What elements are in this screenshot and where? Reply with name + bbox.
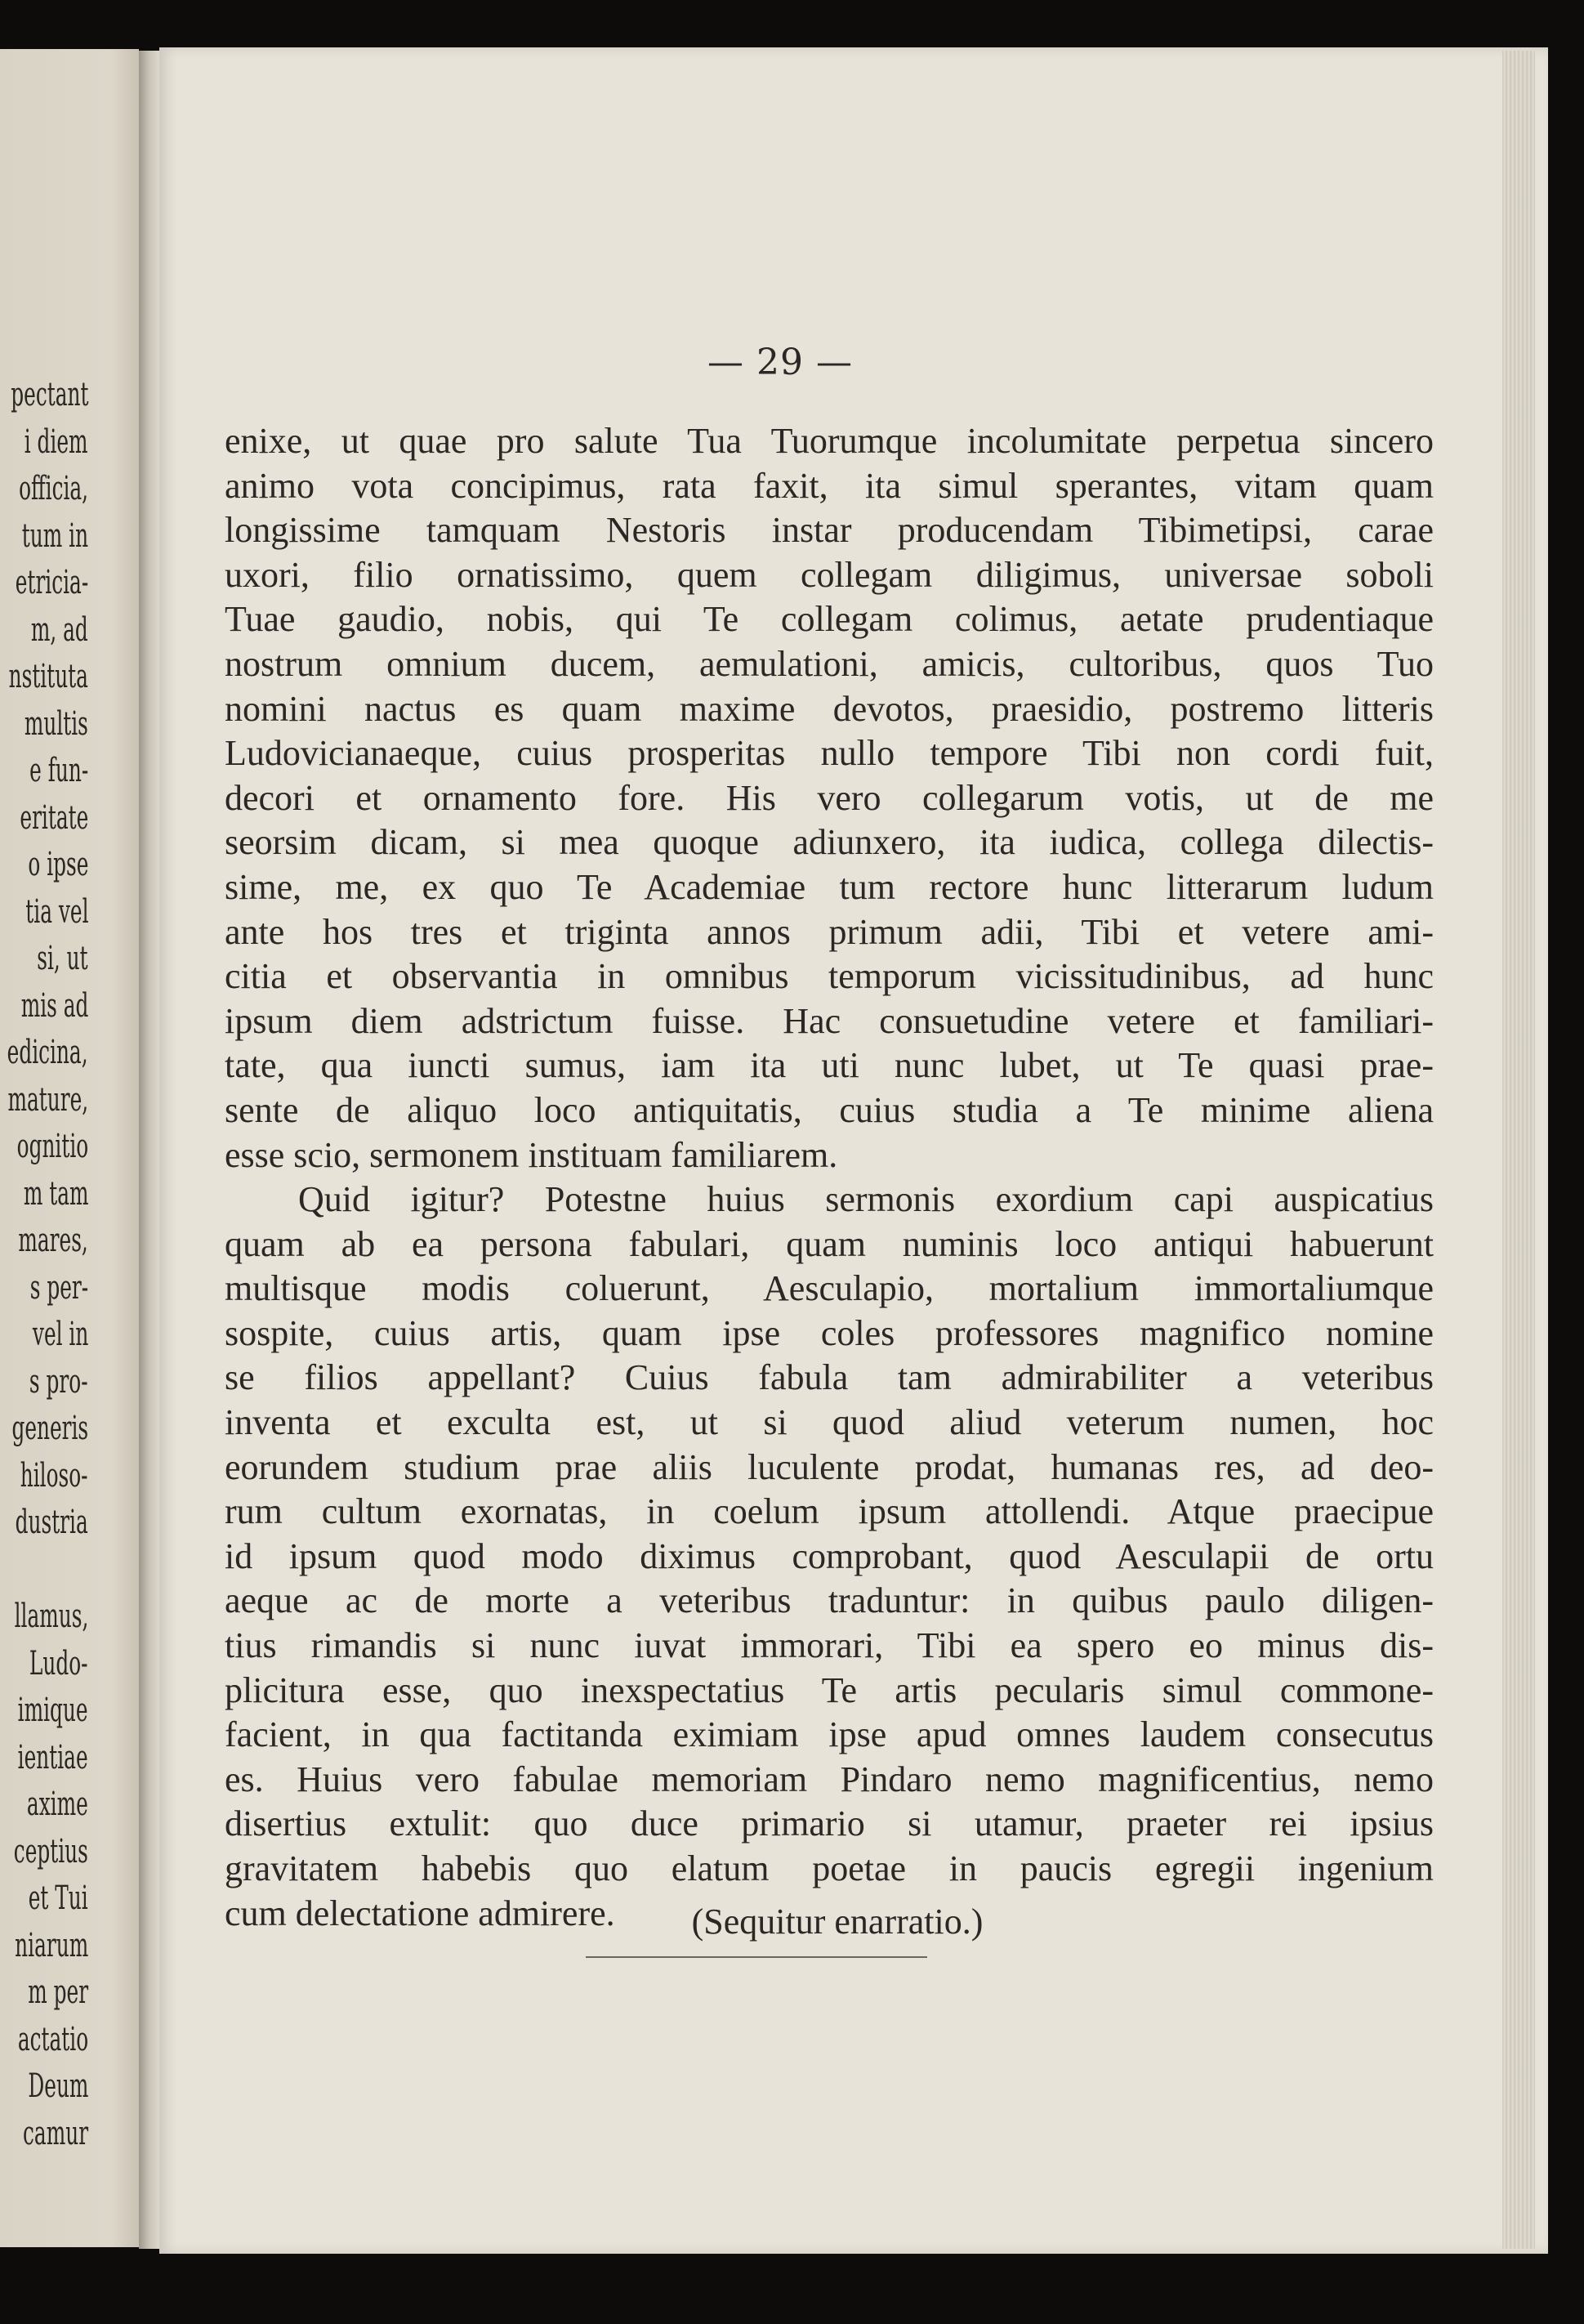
facing-page-line: mature,: [7, 1080, 88, 1119]
text-line: es. Huius vero fabulae memoriam Pindaro nemo magnificentius, nemo: [225, 1759, 1434, 1799]
text-line: Quid igitur? Potestne huius sermonis exordium capi auspicatius: [298, 1179, 1434, 1220]
text-line: quam ab ea persona fabulari, quam numinis loco antiqui habuerunt: [225, 1223, 1434, 1264]
facing-page-line: m per: [28, 1973, 88, 2011]
text-line: animo vota concipimus, rata faxit, ita simul sperantes, vitam quam: [225, 465, 1434, 506]
text-line: aeque ac de morte a veteribus traduntur: in quibus paulo diligen-: [225, 1580, 1434, 1621]
facing-page-line: edicina,: [7, 1034, 88, 1071]
text-line: decori et ornamento fore. His vero collegarum votis, ut de me: [225, 777, 1434, 818]
facing-page-line: etricia-: [15, 564, 88, 601]
text-line: tate, qua iuncti sumus, iam ita uti nunc lubet, ut Te quasi prae-: [225, 1045, 1434, 1086]
text-line: rum cultum exornatas, in coelum ipsum attollendi. Atque praecipue: [225, 1491, 1434, 1532]
facing-page-line: pectant: [10, 376, 88, 413]
facing-page-line: Deum: [27, 2067, 88, 2105]
facing-page-line: hiloso-: [20, 1456, 88, 1495]
facing-page-line: s pro-: [29, 1362, 88, 1401]
text-line: tius rimandis si nunc iuvat immorari, Tibi ea spero eo minus dis-: [225, 1625, 1434, 1666]
text-line: inventa et exculta est, ut si quod aliud veterum numen, hoc: [225, 1402, 1434, 1443]
facing-page-line: s per-: [29, 1268, 88, 1307]
text-line: sente de aliquo loco antiquitatis, cuius studia a Te minime aliena: [225, 1089, 1434, 1130]
text-line: uxori, filio ornatissimo, quem collegam diligimus, universae soboli: [225, 554, 1434, 595]
facing-page-edge: [0, 49, 139, 2247]
text-line: se filios appellant? Cuius fabula tam admirabiliter a veteribus: [225, 1357, 1434, 1398]
text-line: plicitura esse, quo inexspectatius Te artis pecularis simul commone-: [225, 1669, 1434, 1710]
text-line: gravitatem habebis quo elatum poetae in paucis egregii ingenium: [225, 1848, 1434, 1888]
facing-page-line: llamus,: [14, 1598, 88, 1635]
facing-page-line: et Tui: [29, 1879, 88, 1917]
facing-page-line: m, ad: [31, 610, 88, 649]
text-line: multisque modis coluerunt, Aesculapio, mortalium immortaliumque: [225, 1268, 1434, 1309]
text-line: sime, me, ex quo Te Academiae tum rectore hunc litterarum ludum: [225, 866, 1434, 907]
facing-page-line: dustria: [15, 1504, 88, 1541]
facing-page-line: generis: [11, 1410, 88, 1447]
facing-page-line: actatio: [17, 2020, 88, 2058]
closing-rule: [586, 1956, 927, 1958]
facing-page-line: e fun-: [29, 752, 88, 789]
facing-page-line: i diem: [25, 422, 88, 461]
page-number: — 29 —: [707, 342, 853, 383]
facing-page-line: m tam: [23, 1174, 88, 1213]
text-line: nomini nactus es quam maxime devotos, praesidio, postremo litteris: [225, 688, 1434, 729]
text-line: ante hos tres et triginta annos primum adii, Tibi et vetere ami-: [225, 911, 1434, 952]
page: [159, 47, 1548, 2254]
facing-page-line: ognitio: [16, 1128, 88, 1165]
text-line: cum delectatione admirere.: [225, 1893, 615, 1933]
facing-page-line: ientiae: [18, 1738, 88, 1777]
facing-page-line: mis ad: [20, 986, 88, 1025]
facing-page-line: Ludo-: [29, 1644, 88, 1683]
facing-page-line: camur: [22, 2114, 88, 2152]
facing-page-line: tum in: [21, 516, 88, 555]
text-line: Tuae gaudio, nobis, qui Te collegam colimus, aetate prudentiaque: [225, 599, 1434, 640]
facing-page-line: axime: [27, 1785, 88, 1823]
facing-page-line: tia vel: [25, 892, 88, 931]
facing-page-line: ceptius: [13, 1832, 88, 1870]
text-line: enixe, ut quae pro salute Tua Tuorumque incolumitate perpetua sincero: [225, 421, 1434, 461]
facing-page-line: niarum: [14, 1926, 88, 1964]
facing-page-line: vel in: [32, 1316, 88, 1353]
facing-page-line: mares,: [18, 1222, 88, 1259]
text-line: eorundem studium prae aliis luculente prodat, humanas res, ad deo-: [225, 1446, 1434, 1487]
facing-page-line: o ipse: [27, 846, 88, 883]
facing-page-line: eritate: [20, 798, 88, 837]
text-line: ipsum diem adstrictum fuisse. Hac consuetudine vetere et familiari-: [225, 1000, 1434, 1041]
text-line: sospite, cuius artis, quam ipse coles professores magnifico nomine: [225, 1312, 1434, 1353]
text-line: Ludovicianaeque, cuius prosperitas nullo tempore Tibi non cordi fuit,: [225, 733, 1434, 774]
facing-page-line: officia,: [19, 470, 88, 507]
text-line: citia et observantia in omnibus temporum vicissitudinibus, ad hunc: [225, 956, 1434, 997]
text-line: longissime tamquam Nestoris instar producendam Tibimetipsi, carae: [225, 510, 1434, 551]
text-line: disertius extulit: quo duce primario si utamur, praeter rei ipsius: [225, 1803, 1434, 1844]
text-line: esse scio, sermonem instituam familiarem.: [225, 1134, 838, 1175]
facing-page-line: nstituta: [8, 658, 88, 695]
text-line: nostrum omnium ducem, aemulationi, amicis, cultoribus, quos Tuo: [225, 643, 1434, 684]
text-line: id ipsum quod modo diximus comprobant, quod Aesculapii de ortu: [225, 1535, 1434, 1576]
continuation-note: (Sequitur enarratio.): [691, 1902, 984, 1942]
facing-page-line: si, ut: [37, 940, 88, 977]
body-text: [225, 419, 1434, 1936]
text-line: seorsim dicam, si mea quoque adiunxero, ita iudica, collega dilectis-: [225, 822, 1434, 863]
facing-page-line: multis: [24, 704, 88, 743]
facing-page-line: imique: [18, 1692, 88, 1729]
page-stack-edge: [1502, 51, 1535, 2249]
text-line: facient, in qua factitanda eximiam ipse apud omnes laudem consecutus: [225, 1714, 1434, 1755]
